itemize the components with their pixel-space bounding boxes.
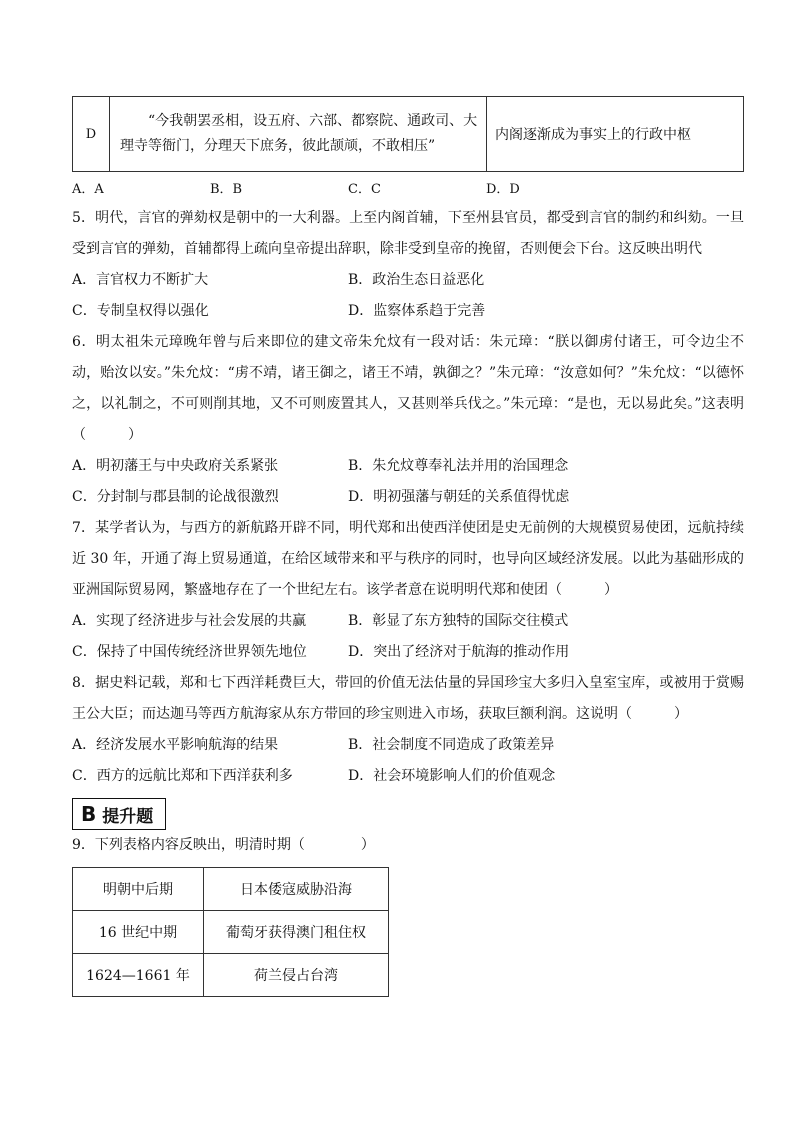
q7-option-b[interactable]: B．彰显了东方独特的国际交往模式 xyxy=(348,613,569,629)
q8-stem: 8．据史料记载，郑和七下西洋耗费巨大，带回的价值无法估量的异国珍宝大多归入皇室宝库，或被用于赏赐王公大臣；而达迦马等西方航海家从东方带回的珍宝则进入市场，获取巨额利润。这说明（ ） xyxy=(72,675,744,722)
q9-table xyxy=(72,867,389,997)
table-cell-period: 明朝中后期 xyxy=(73,868,204,911)
q6-options xyxy=(72,451,744,513)
q4-choice-d[interactable]: D．D xyxy=(486,182,520,197)
q4-choice-b[interactable]: B．B xyxy=(210,182,243,197)
q7-options xyxy=(72,606,744,668)
q4-choice-a[interactable]: A．A xyxy=(72,182,104,197)
option-quote: “今我朝罢丞相，设五府、六部、都察院、通政司、大理寺等衙门，分理天下庶务，彼此颉颃，不敢相压” xyxy=(110,97,487,172)
q7-option-a[interactable]: A．实现了经济进步与社会发展的共赢 xyxy=(72,613,307,629)
q4-choice-c[interactable]: C．C xyxy=(348,182,381,197)
q9-stem: 9．下列表格内容反映出，明清时期（ ） xyxy=(72,837,375,853)
option-table xyxy=(72,96,744,172)
table-cell-event: 葡萄牙获得澳门租住权 xyxy=(204,911,389,954)
q6-option-d[interactable]: D．明初强藩与朝廷的关系值得忧虑 xyxy=(348,489,570,505)
q6-option-b[interactable]: B．朱允炆尊奉礼法并用的治国理念 xyxy=(348,458,569,474)
q5-option-c[interactable]: C．专制皇权得以强化 xyxy=(72,303,209,319)
q8-option-c[interactable]: C．西方的远航比郑和下西洋获利多 xyxy=(72,768,293,784)
table-cell-event: 日本倭寇威胁沿海 xyxy=(204,868,389,911)
option-row-d xyxy=(73,97,744,172)
q8-option-b[interactable]: B．社会制度不同造成了政策差异 xyxy=(348,737,555,753)
q7-stem: 7．某学者认为，与西方的新航路开辟不同，明代郑和出使西洋使团是史无前例的大规模贸易使团，远航持续近 30 年，开通了海上贸易通道，在给区域带来和平与秩序的同时，也导向区域经济发展。以此为基础形成的亚洲国际贸易网，繁盛地存在了一个世纪左右。该学者意在说明明代郑和使团（ ） xyxy=(72,520,744,598)
q5-option-d[interactable]: D．监察体系趋于完善 xyxy=(348,303,486,319)
option-conclusion: 内阁逐渐成为事实上的行政中枢 xyxy=(487,97,744,172)
q6-option-a[interactable]: A．明初藩王与中央政府关系紧张 xyxy=(72,458,279,474)
q8-options xyxy=(72,730,744,792)
q5-options xyxy=(72,265,744,327)
q7-option-c[interactable]: C．保持了中国传统经济世界领先地位 xyxy=(72,644,307,660)
q4-choices xyxy=(72,172,744,203)
table-row xyxy=(73,911,389,954)
table-cell-period: 16 世纪中期 xyxy=(73,911,204,954)
section-letter: B xyxy=(81,802,97,826)
q6-stem: 6．明太祖朱元璋晚年曾与后来即位的建文帝朱允炆有一段对话：朱元璋：“朕以御虏付诸王，可令边尘不动，贻汝以安。”朱允炆：“虏不靖，诸王御之，诸王不靖，孰御之？”朱元璋：“汝意如何？”朱允炆：“以德怀之，以礼制之，不可则削其地，又不可则废置其人，又甚则举兵伐之。”朱元璋：“是也，无以易此矣。”这表明（ ） xyxy=(72,334,744,443)
section-title: 提升题 xyxy=(102,806,154,827)
q5-option-a[interactable]: A．言官权力不断扩大 xyxy=(72,272,209,288)
table-row xyxy=(73,868,389,911)
option-letter: D xyxy=(73,97,110,172)
q8-option-d[interactable]: D．社会环境影响人们的价值观念 xyxy=(348,768,556,784)
q7-option-d[interactable]: D．突出了经济对于航海的推动作用 xyxy=(348,644,570,660)
table-row xyxy=(73,954,389,997)
q5-stem: 5．明代，言官的弹劾权是朝中的一大利器。上至内阁首辅，下至州县官员，都受到言官的制约和纠劾。一旦受到言官的弹劾，首辅都得上疏向皇帝提出辞职，除非受到皇帝的挽留，否则便会下台。这反映出明代 xyxy=(72,210,744,257)
worksheet-page xyxy=(72,96,744,997)
q5-option-b[interactable]: B．政治生态日益恶化 xyxy=(348,272,485,288)
table-cell-period: 1624—1661 年 xyxy=(73,954,204,997)
q6-option-c[interactable]: C．分封制与郡县制的论战很激烈 xyxy=(72,489,279,505)
table-cell-event: 荷兰侵占台湾 xyxy=(204,954,389,997)
q8-option-a[interactable]: A．经济发展水平影响航海的结果 xyxy=(72,737,279,753)
section-heading xyxy=(72,798,166,830)
